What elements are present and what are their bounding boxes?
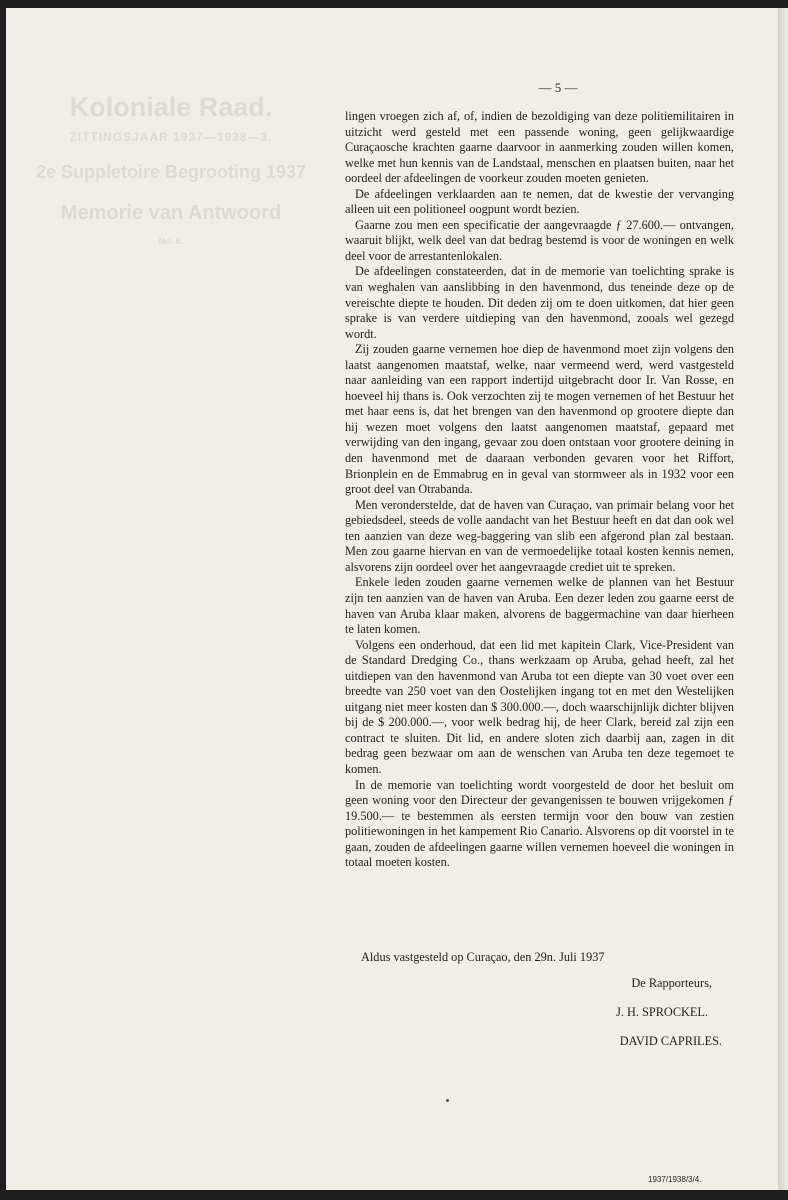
page-edge xyxy=(778,8,788,1190)
signer-name-1: J. H. SPROCKEL. xyxy=(616,1005,708,1019)
paragraph: Volgens een onderhoud, dat een lid met kapitein Clark, Vice-President van de Standard Dredging Co., thans werkzaam op Aruba, gehad heeft, zal het uitdiepen van den havenmond van Aruba tot een diepte van 30 voet over een breedte van 250 voet van den Oostelijken ingang tot en met den Westelijken uitgang niet meer kosten dan $ 300.000.—, doch waarschijnlijk dichter blijven bij de $ 200.000.—, voor welk bedrag hij, de heer Clark, bereid zal zijn een contract te sluiten. Dit lid, en andere sloten zich daarbij aan, zagen in dit bedrag geen bezwaar om aan de wenschen van Aruba ten deze tegemoet te komen. xyxy=(345,637,734,776)
paragraph: De afdeelingen constateerden, dat in de memorie van toelichting sprake is van weghalen van aanslibbing in den havenmond, dus teneinde deze op de vereischte diepte te houden. Dit deden zij om te doen uitkomen, dat hier geen sprake is van verdere uitdieping van den havenmond, zooals wel gezegd wordt. xyxy=(345,264,734,341)
page-number: — 5 — xyxy=(538,80,578,95)
body-text xyxy=(345,109,734,871)
ghost-line-3: 2e Suppletoire Begrooting 1937 xyxy=(35,162,307,182)
ghost-line-2: ZITTINGSJAAR 1937—1938—3. xyxy=(69,130,273,144)
signature-block xyxy=(345,976,734,1063)
paragraph: lingen vroegen zich af, of, indien de bezoldiging van deze politiemilitairen in uitzicht werd gesteld met een passende woning, geen gelijkwaardige Curaçaosche krachten gaarne daarvoor in aanmerking zouden willen komen, welke met hun kennis van de Landstaal, menschen en plaatsen buiten, naar het oordeel der afdeelingen de voorkeur zouden moeten genieten. xyxy=(345,109,734,186)
ghost-line-1: Koloniale Raad. xyxy=(69,92,273,122)
paragraph: Gaarne zou men een specificatie der aangevraagde ƒ 27.600.— ontvangen, waaruit blijkt, welk deel van dat bedrag bestemd is voor de woningen en welk deel voor de arrestantenlokalen. xyxy=(345,217,734,263)
bleed-through-text xyxy=(6,94,336,246)
signoff-line: Aldus vastgesteld op Curaçao, den 29n. Juli 1937 xyxy=(361,950,605,964)
ghost-line-5: No. 6. xyxy=(158,236,184,246)
signer-name-2: DAVID CAPRILES. xyxy=(619,1034,722,1048)
footer-code: 1937/1938/3/4. xyxy=(648,1175,702,1184)
ghost-line-4: Memorie van Antwoord xyxy=(60,202,282,224)
paragraph: Zij zouden gaarne vernemen hoe diep de havenmond moet zijn volgens den laatst aangenomen maatstaf, welke, naar vermeend werd, werd vastgesteld naar aanleiding van een rapport indertijd uitgebracht door Ir. Van Rosse, en hoeveel hij thans is. Ook verzochten zij te mogen vernemen of het Bestuur het met haar eens is, dat het brengen van den havenmond op grootere diepte dan hij wezen moet volgens den laatst aangenomen maatstaf, gepaard met verwijding van den ingang, gevaar zou doen ontstaan voor grootere deining in den havenmond met de daaraan verbonden gevaren voor het Riffort, Brionplein en de Emmabrug en in geval van stormweer als in 1932 voor een groot deel van Otrabanda. xyxy=(345,342,734,497)
rapporteurs-title: De Rapporteurs, xyxy=(631,976,712,990)
paragraph: Enkele leden zouden gaarne vernemen welke de plannen van het Bestuur zijn ten aanzien van de haven van Aruba. Een dezer leden zou gaarne eerst de haven van Aruba klaar maken, alvorens de baggermachine van daar hierheen te laten komen. xyxy=(345,575,734,637)
paragraph: In de memorie van toelichting wordt voorgesteld de door het besluit om geen woning voor den Directeur der gevangenissen te bouwen vrijgekomen ƒ 19.500.— te bestemmen als eersten termijn voor den bouw van zestien politiewoningen in het kampement Rio Canario. Alsvorens op dit voorstel in te gaan, zouden de afdeelingen gaarne willen vernemen hoeveel die woningen in totaal moeten kosten. xyxy=(345,777,734,870)
paragraph: Men veronderstelde, dat de haven van Curaçao, van primair belang voor het gebiedsdeel, steeds de volle aandacht van het Bestuur heeft en dat dan ook wel ten aanzien van deze weg-baggering van slib een afgerond plan zal bestaan. Men zou gaarne hiervan en van de vermoedelijke totaal kosten kennis nemen, alsvorens zijn oordeel over het aangevraagde crediet uit te spreken. xyxy=(345,497,734,574)
paragraph: De afdeelingen verklaarden aan te nemen, dat de kwestie der vervanging alleen uit een politioneel oogpunt wordt bezien. xyxy=(345,186,734,217)
document-page xyxy=(6,8,778,1190)
ink-dot xyxy=(446,1099,449,1102)
